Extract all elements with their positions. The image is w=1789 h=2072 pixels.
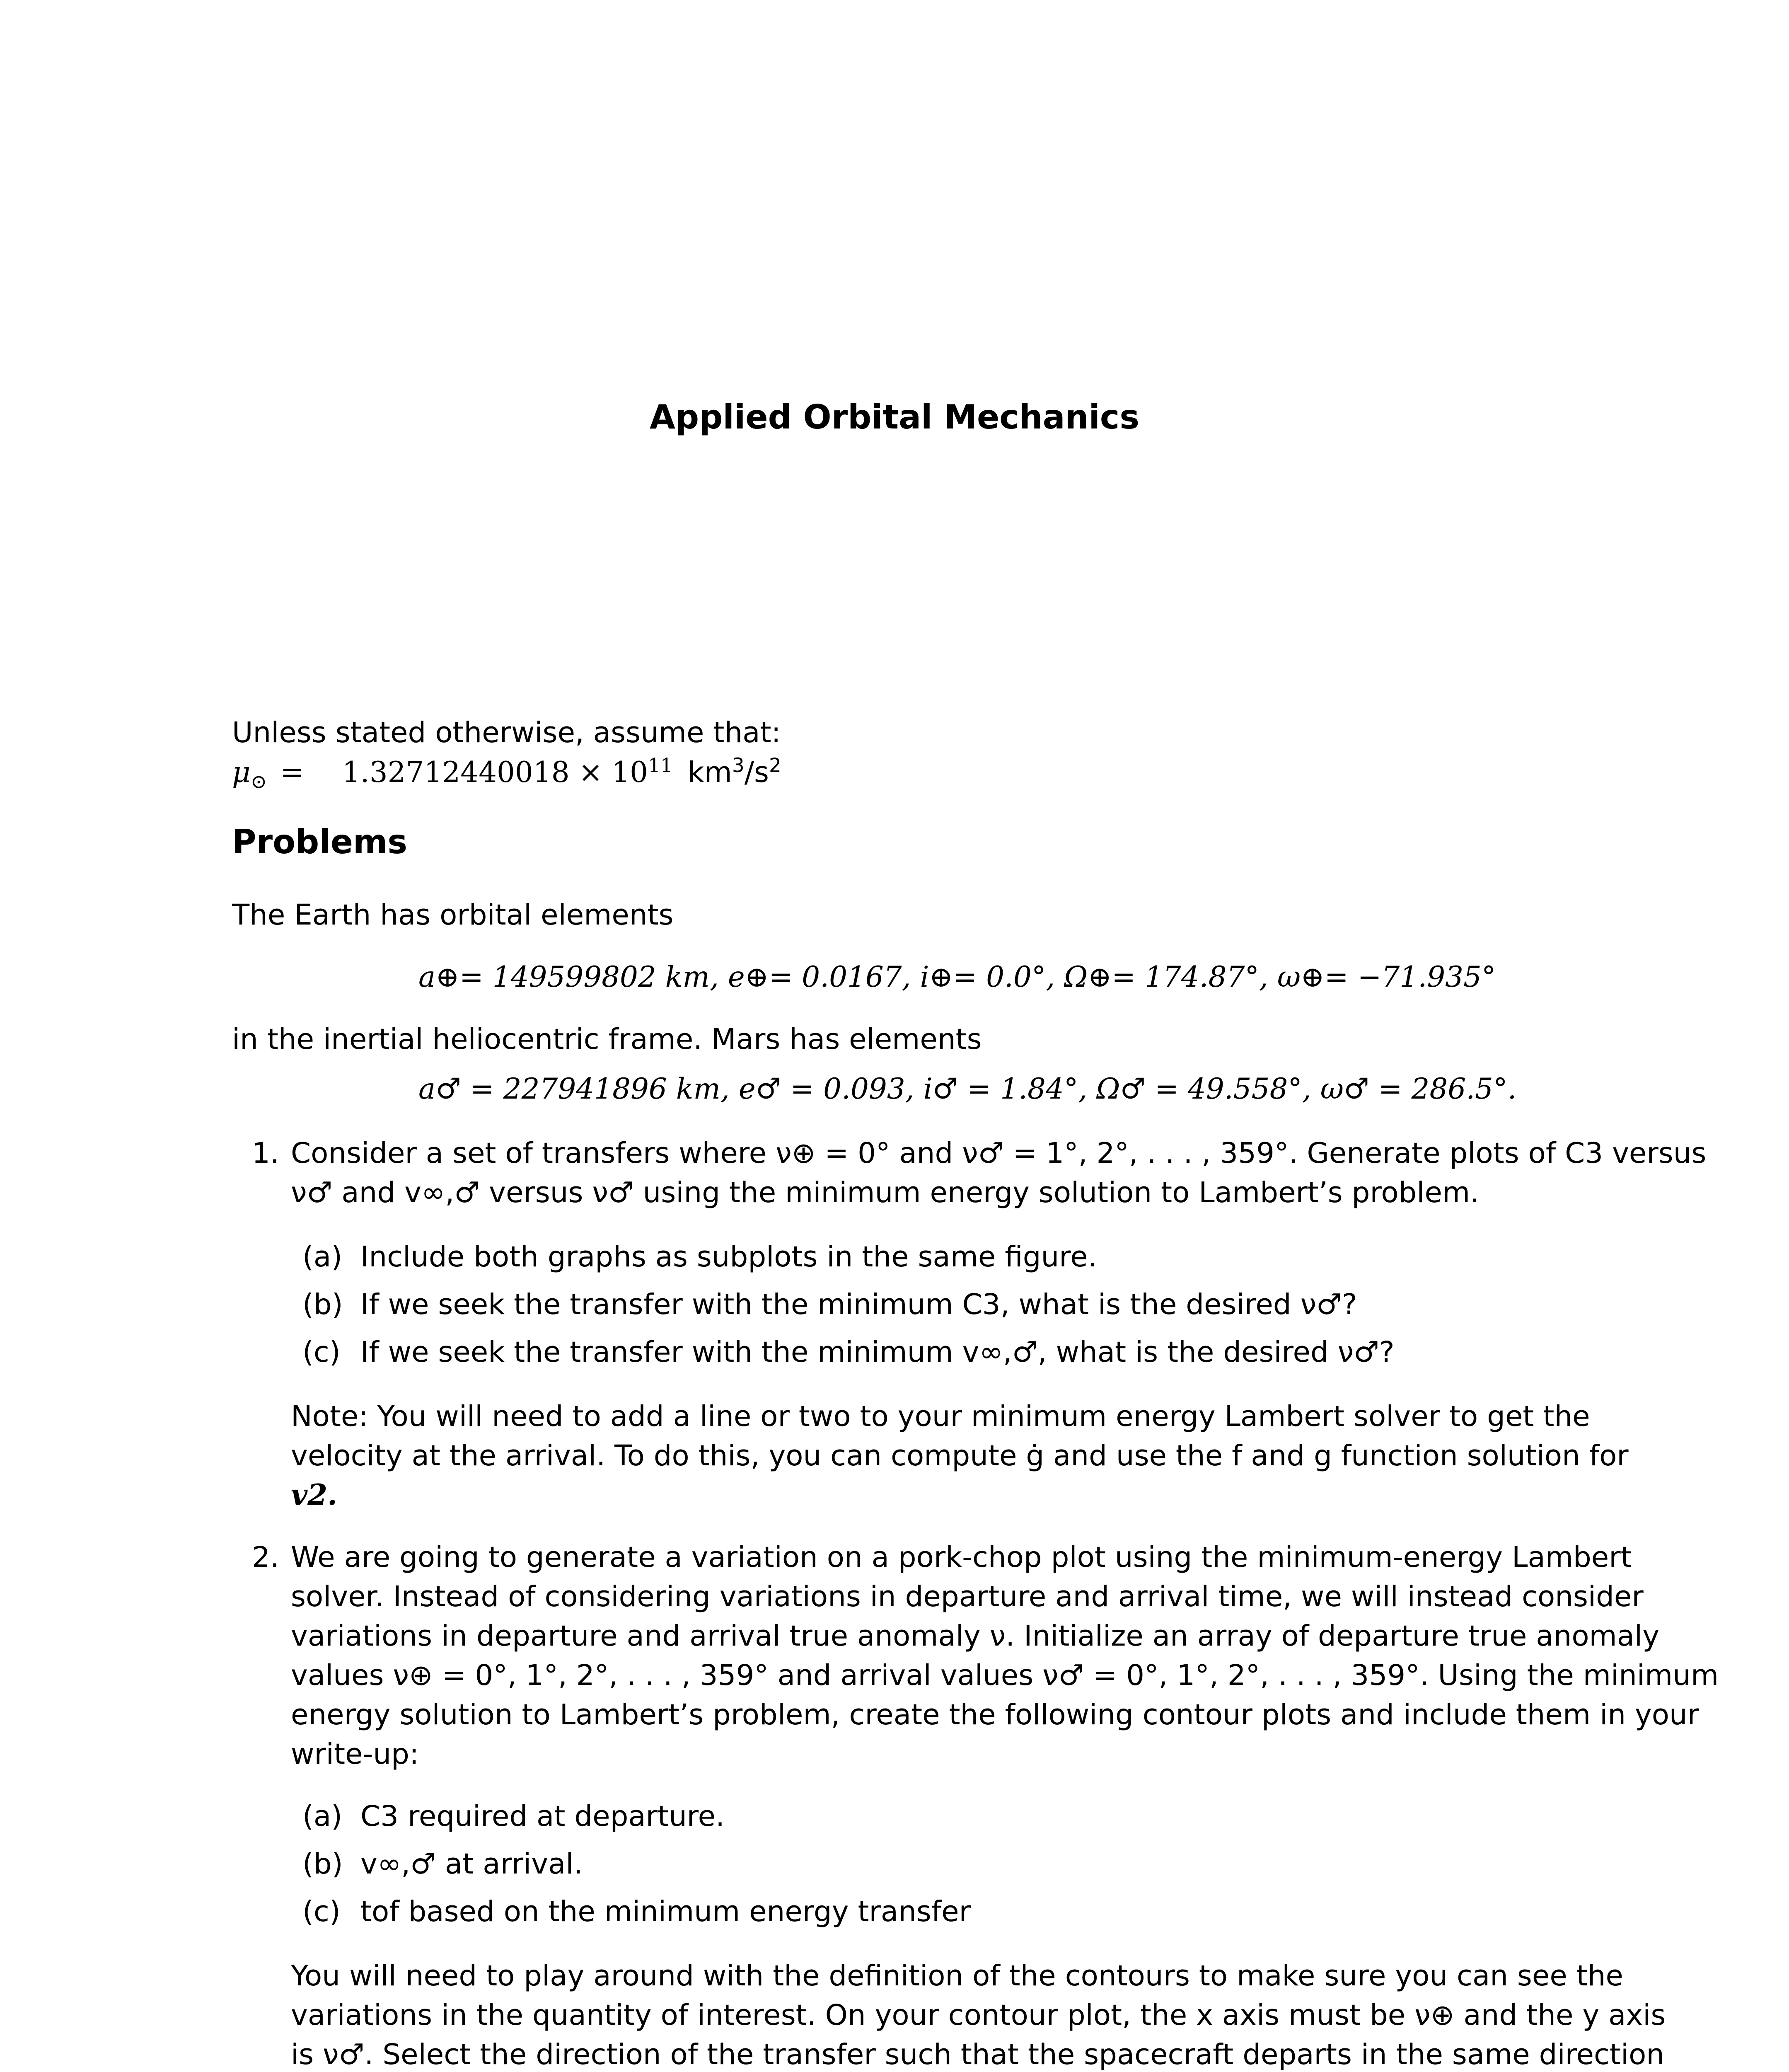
page-title: Applied Orbital Mechanics [650,398,1139,436]
problem-1-note-line-3: v2. [291,1478,338,1512]
problem-1-part-c-label: (c) [302,1336,341,1369]
mars-elements: a♂ = 227941896 km, e♂ = 0.093, i♂ = 1.84°, Ω♂ = 49.558°, ω♂ = 286.5°. [418,1072,1517,1106]
problem-2-number: 2. [252,1541,279,1574]
problem-1-line-1: Consider a set of transfers where ν⊕ = 0° and ν♂ = 1°, 2°, . . . , 359°. Generate plots of C3 versus [291,1137,1707,1170]
problem-1-part-b-text: If we seek the transfer with the minimum C3, what is the desired ν♂? [360,1288,1357,1321]
mu-equals: = [280,756,304,789]
section-heading: Problems [232,823,407,861]
earth-elements: a⊕= 149599802 km, e⊕= 0.0167, i⊕= 0.0°, Ω⊕= 174.87°, ω⊕= −71.935° [418,961,1496,994]
mu-unit-denominator-exponent: 2 [769,754,781,777]
problem-1-note-line-1: Note: You will need to add a line or two to your minimum energy Lambert solver to get the [291,1400,1590,1433]
problem-2-part-a-label: (a) [302,1800,343,1833]
problem-2-closing-line-2: variations in the quantity of interest. On your contour plot, the x axis must be ν⊕ and the y axis [291,1999,1666,2032]
mu-sun-equation [232,753,781,792]
problem-2-line-4: values ν⊕ = 0°, 1°, 2°, . . . , 359° and arrival values ν♂ = 0°, 1°, 2°, . . . , 359°. Using the minimum [291,1659,1719,1692]
problem-2-part-a-text: C3 required at departure. [360,1800,725,1833]
sun-subscript: ⊙ [250,770,267,793]
problem-1-part-c-text: If we seek the transfer with the minimum v∞,♂, what is the desired ν♂? [360,1336,1395,1369]
mu-symbol: μ [232,756,251,789]
mu-unit-exponent: 3 [732,754,745,777]
mu-unit-denominator: /s [744,756,769,789]
problem-1-number: 1. [252,1137,279,1170]
assumptions-intro: Unless stated otherwise, assume that: [232,716,781,749]
earth-after: in the inertial heliocentric frame. Mars has elements [232,1023,982,1056]
problem-2-line-6: write-up: [291,1738,419,1771]
problem-2-part-c-text: tof based on the minimum energy transfer [360,1895,971,1928]
problem-2-part-b-label: (b) [302,1847,343,1881]
problem-1-line-2: ν♂ and v∞,♂ versus ν♂ using the minimum energy solution to Lambert’s problem. [291,1176,1480,1209]
problem-2-part-b-text: v∞,♂ at arrival. [360,1847,583,1881]
problem-1-part-a-label: (a) [302,1240,343,1273]
problem-2-line-5: energy solution to Lambert’s problem, create the following contour plots and include them in your [291,1698,1700,1731]
problem-2-line-2: solver. Instead of considering variations in departure and arrival time, we will instead consider [291,1580,1644,1613]
problem-1-part-a-text: Include both graphs as subplots in the same figure. [360,1240,1097,1273]
problem-1-note-line-2: velocity at the arrival. To do this, you can compute ġ and use the f and g function solution for [291,1439,1629,1472]
mu-unit: km [687,756,732,789]
problem-1-part-b-label: (b) [302,1288,343,1321]
mu-value: 1.32712440018 × 10 [342,756,648,789]
mu-exponent: 11 [648,754,673,777]
problem-2-line-1: We are going to generate a variation on a pork-chop plot using the minimum-energy Lambert [291,1541,1632,1574]
problem-2-line-3: variations in departure and arrival true anomaly ν. Initialize an array of departure true anomaly [291,1619,1660,1653]
earth-intro: The Earth has orbital elements [232,898,674,932]
problem-2-part-c-label: (c) [302,1895,341,1928]
problem-2-closing-line-3: is ν♂. Select the direction of the transfer such that the spacecraft departs in the same direction [291,2038,1665,2071]
problem-2-closing-line-1: You will need to play around with the definition of the contours to make sure you can see the [291,1959,1623,1992]
